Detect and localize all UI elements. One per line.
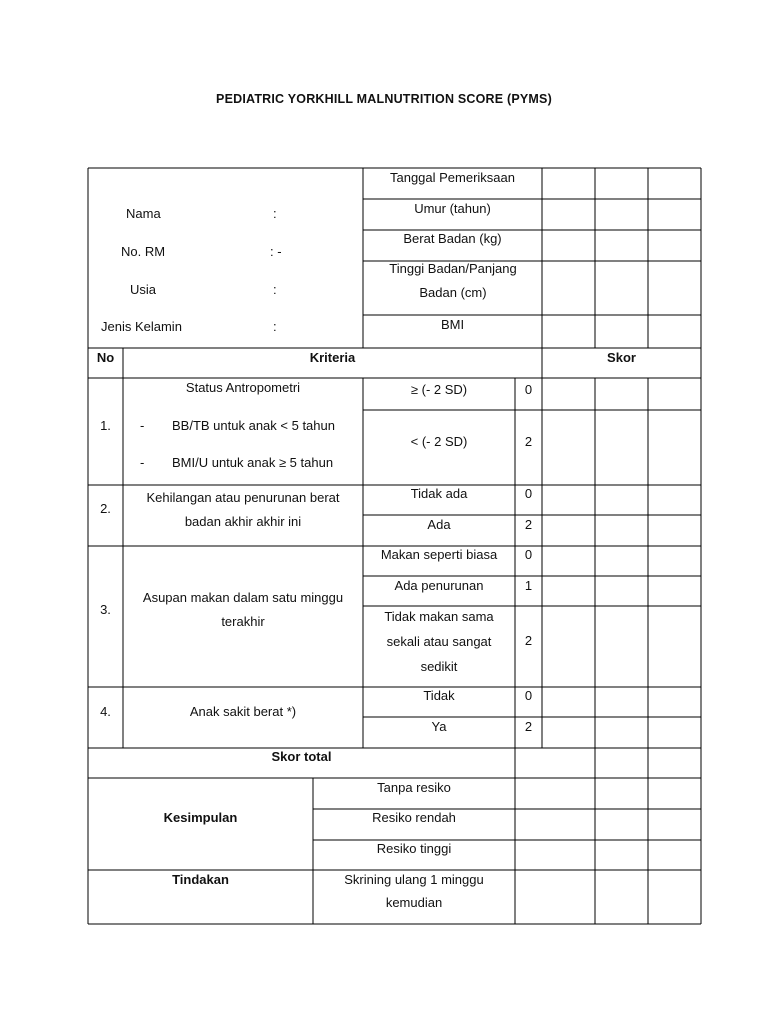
rm-separator: : - (270, 244, 282, 259)
criterion-3-text: Asupan makan dalam satu minggu terakhir (142, 590, 344, 629)
criterion-1-option-2-score: 2 (524, 434, 533, 449)
name-separator: : (273, 206, 277, 221)
criterion-4-option-1-score: 0 (524, 688, 533, 703)
criterion-3-option-3-score: 2 (524, 633, 533, 648)
criterion-1-option-2: < (- 2 SD) (410, 434, 468, 449)
criterion-4-option-1: Tidak (423, 688, 455, 703)
criterion-4-text: Anak sakit berat *) (189, 704, 297, 719)
criterion-2-text: Kehilangan atau penurunan berat badan akhir akhir ini (146, 490, 340, 529)
criterion-4-option-2-score: 2 (524, 719, 533, 734)
criterion-1-sub-1: BB/TB untuk anak < 5 tahun (172, 418, 335, 433)
criterion-2-number: 2. (100, 501, 111, 516)
sex-label: Jenis Kelamin (101, 319, 182, 334)
header-score: Skor (607, 350, 636, 365)
conclusion-option-high-risk: Resiko tinggi (376, 841, 452, 856)
criterion-3-option-2: Ada penurunan (394, 578, 484, 593)
header-no: No (96, 350, 115, 365)
criterion-2-option-1-score: 0 (524, 486, 533, 501)
criterion-4-number: 4. (100, 704, 111, 719)
name-label: Nama (126, 206, 161, 221)
criterion-3-number: 3. (100, 602, 111, 617)
exam-bmi-label: BMI (440, 317, 465, 332)
exam-height-label: Tinggi Badan/Panjang Badan (cm) (389, 261, 517, 300)
exam-weight-label: Berat Badan (kg) (403, 231, 502, 246)
age-separator: : (273, 282, 277, 297)
criterion-1-option-1: ≥ (- 2 SD) (410, 382, 468, 397)
criterion-2-option-1: Tidak ada (410, 486, 468, 501)
criterion-2-option-2-score: 2 (524, 517, 533, 532)
criterion-1-option-1-score: 0 (524, 382, 533, 397)
criterion-1-sub-2: BMI/U untuk anak ≥ 5 tahun (172, 455, 334, 470)
criterion-3-option-2-score: 1 (524, 578, 533, 593)
criterion-1-number: 1. (100, 418, 111, 433)
age-label: Usia (130, 282, 157, 297)
criterion-1-title: Status Antropometri (185, 380, 301, 395)
header-criteria: Kriteria (309, 350, 356, 365)
exam-age-label: Umur (tahun) (414, 201, 491, 216)
criterion-4-option-2: Ya (431, 719, 447, 734)
criterion-2-option-2: Ada (427, 517, 451, 532)
conclusion-option-no-risk: Tanpa resiko (377, 780, 451, 795)
exam-date-label: Tanggal Pemeriksaan (389, 170, 516, 185)
total-score-label: Skor total (271, 749, 332, 764)
form-title: PEDIATRIC YORKHILL MALNUTRITION SCORE (PYMS) (216, 92, 552, 106)
conclusion-label: Kesimpulan (163, 810, 238, 825)
criterion-1-dash-2: - (140, 455, 145, 470)
criterion-3-option-3: Tidak makan sama sekali atau sangat sedikit (384, 609, 494, 674)
conclusion-option-low-risk: Resiko rendah (372, 810, 456, 825)
rm-label: No. RM (121, 244, 166, 259)
action-text: Skrining ulang 1 minggu kemudian (344, 872, 484, 910)
criterion-1-dash-1: - (140, 418, 145, 433)
sex-separator: : (273, 319, 277, 334)
action-label: Tindakan (172, 872, 229, 887)
criterion-3-option-1-score: 0 (524, 547, 533, 562)
criterion-3-option-1: Makan seperti biasa (380, 547, 498, 562)
